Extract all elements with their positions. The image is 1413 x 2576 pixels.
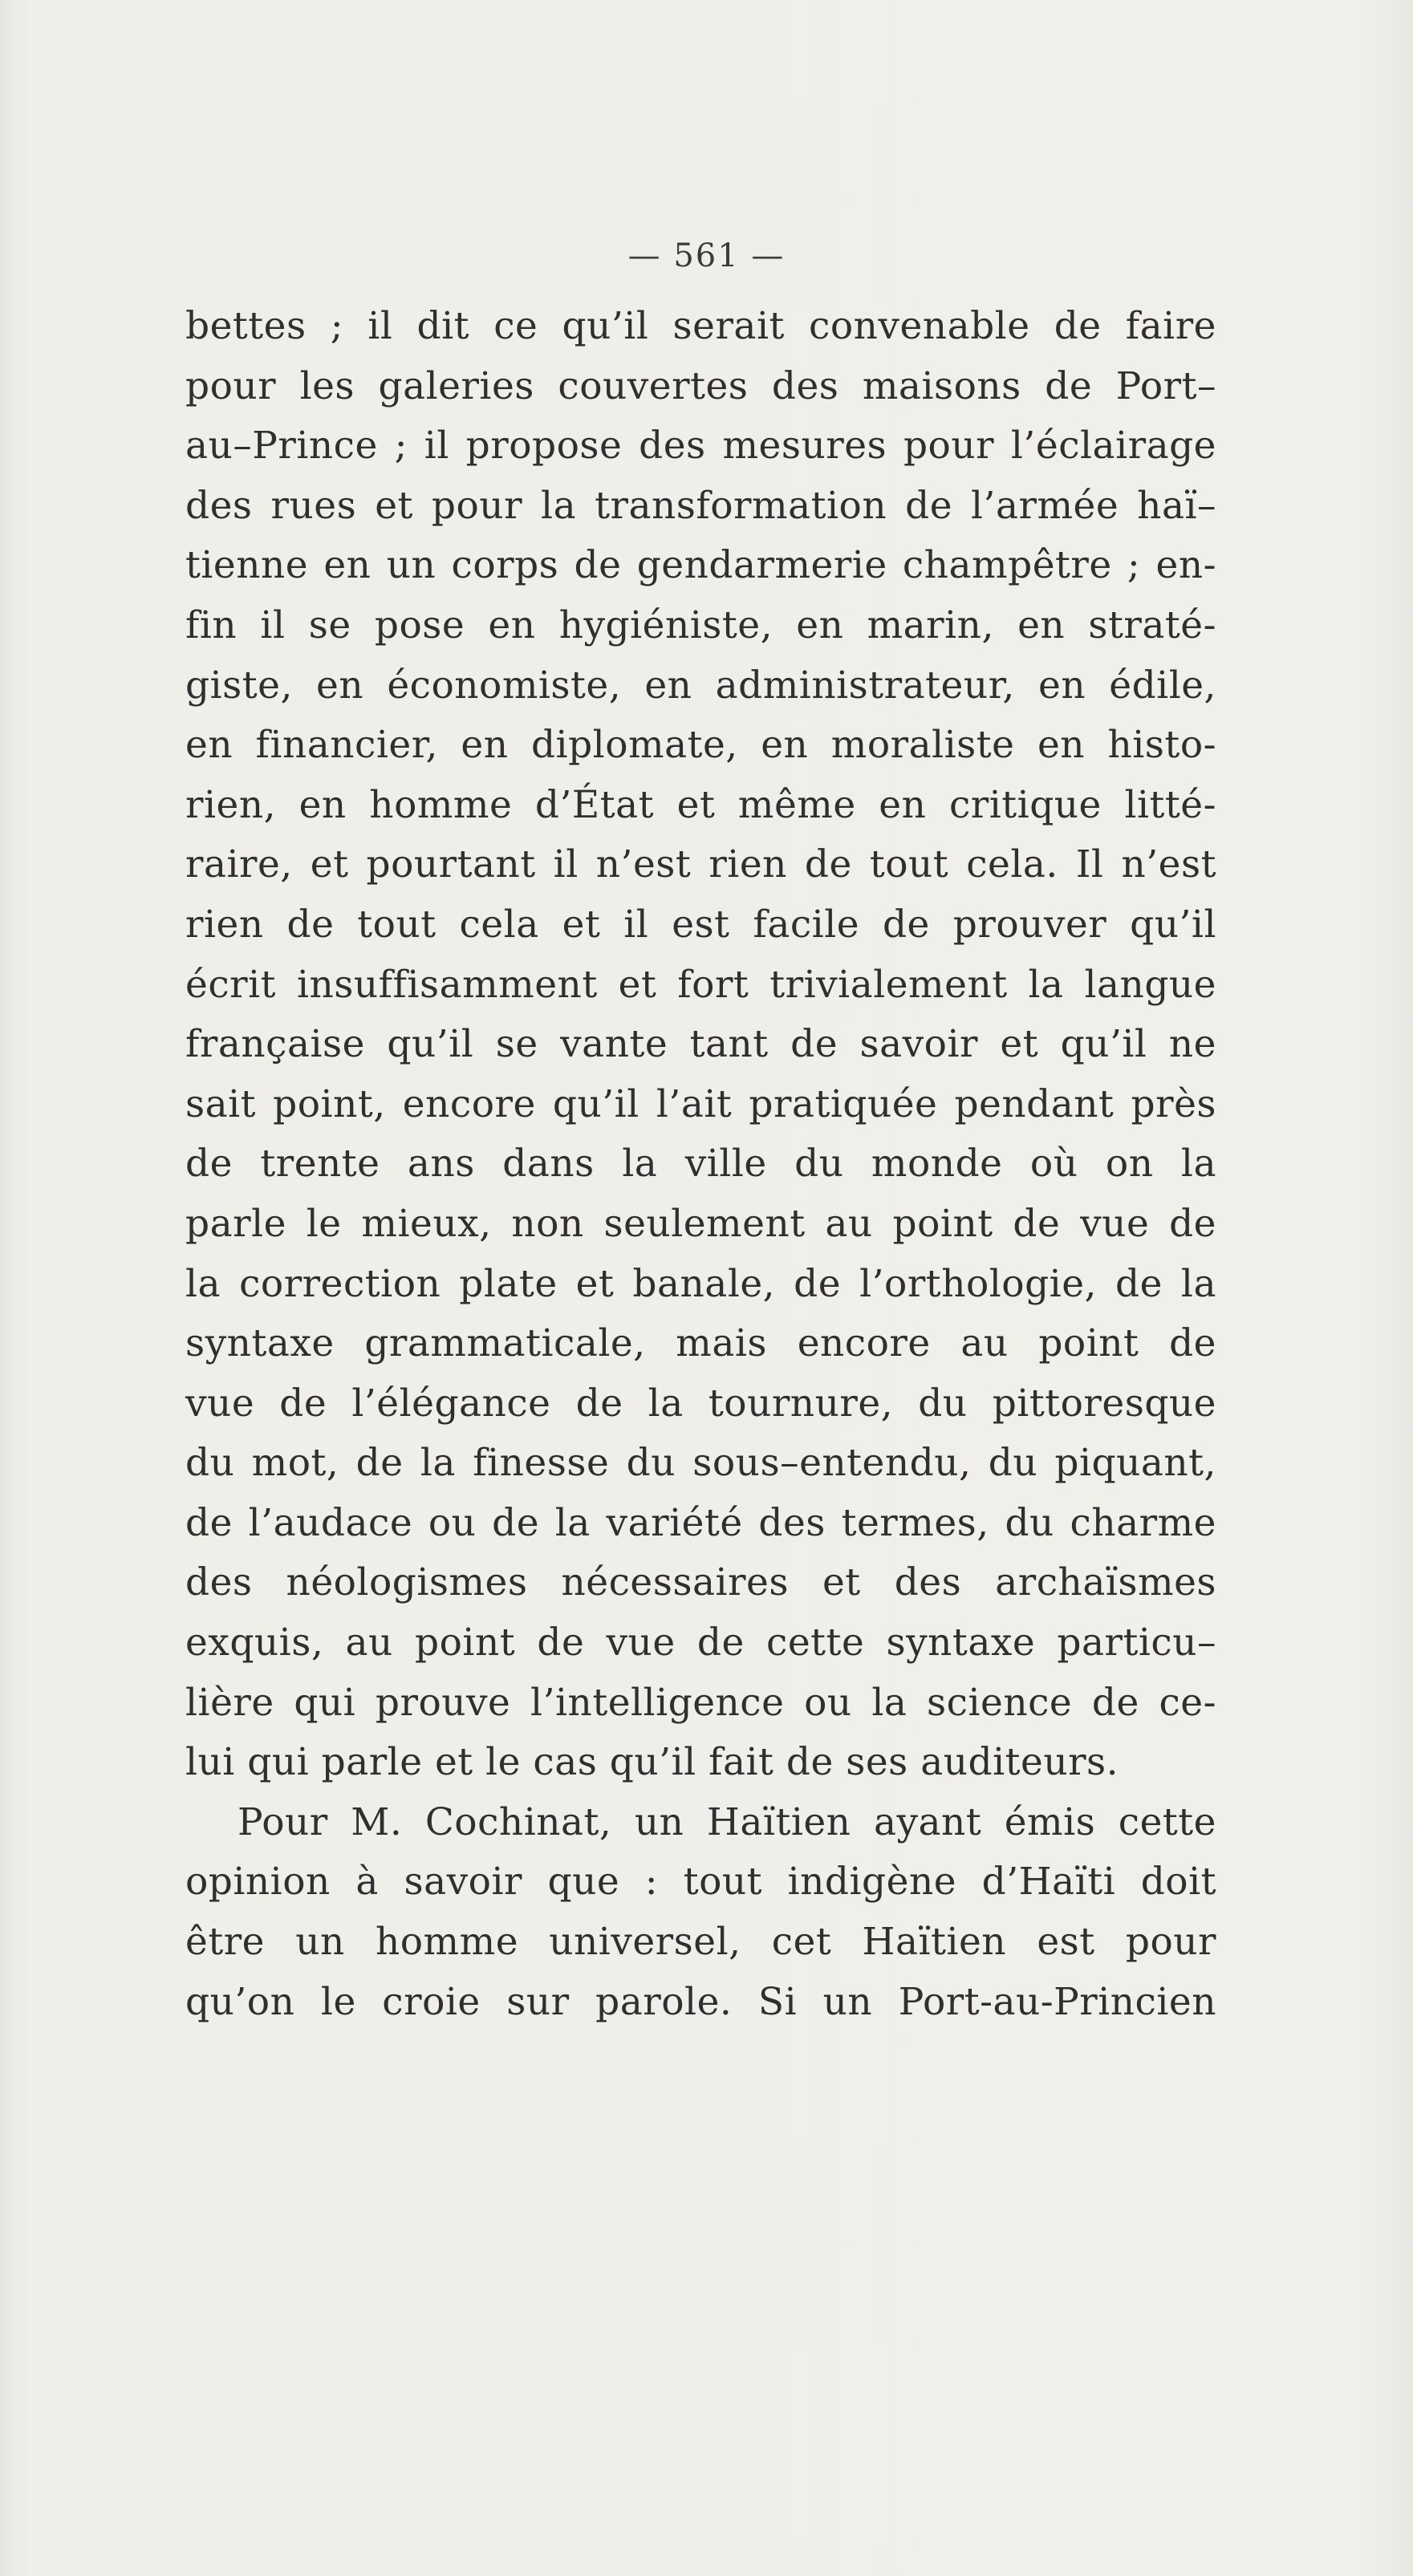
text-line: vue de l’élégance de la tournure, du pittoresque (185, 1381, 1216, 1426)
text-line: écrit insuffisamment et fort trivialement la langue (185, 962, 1216, 1007)
text-line: sait point, encore qu’il l’ait pratiquée pendant près (185, 1081, 1216, 1126)
text-line: des rues et pour la transformation de l’armée haï– (185, 483, 1216, 528)
text-line: opinion à savoir que : tout indigène d’Haïti doit (185, 1860, 1216, 1905)
text-line: rien de tout cela et il est facile de prouver qu’il (185, 902, 1216, 947)
text-line: parle le mieux, non seulement au point de vue de (185, 1201, 1216, 1246)
text-line: qu’on le croie sur parole. Si un Port-au-Princien (185, 1979, 1216, 2024)
text-line: rien, en homme d’État et même en critique litté- (185, 782, 1216, 827)
text-line: de l’audace ou de la variété des termes, du charme (185, 1500, 1216, 1545)
paragraph-end-line: lui qui parle et le cas qu’il fait de ses auditeurs. (185, 1740, 1119, 1785)
text-line: bettes ; il dit ce qu’il serait convenable de faire (185, 304, 1216, 348)
text-line: des néologismes nécessaires et des archaïsmes (185, 1560, 1216, 1605)
text-line: fin il se pose en hygiéniste, en marin, en straté- (185, 602, 1216, 647)
text-line: exquis, au point de vue de cette syntaxe particu– (185, 1621, 1216, 1665)
text-line: française qu’il se vante tant de savoir et qu’il ne (185, 1022, 1216, 1067)
text-line: la correction plate et banale, de l’orthologie, de la (185, 1261, 1216, 1306)
text-line: syntaxe grammaticale, mais encore au point de (185, 1321, 1216, 1366)
page-number: — 561 — (627, 237, 786, 274)
text-line: être un homme universel, cet Haïtien est pour (185, 1920, 1216, 1965)
paragraph-start-line: Pour M. Cochinat, un Haïtien ayant émis cette (238, 1799, 1216, 1844)
text-line: du mot, de la finesse du sous–entendu, du piquant, (185, 1441, 1216, 1486)
text-line: tienne en un corps de gendarmerie champêtre ; en- (185, 543, 1216, 588)
text-line: pour les galeries couvertes des maisons de Port– (185, 363, 1216, 408)
body-text (185, 297, 1216, 2032)
text-line: giste, en économiste, en administrateur, en édile, (185, 663, 1216, 708)
text-line: de trente ans dans la ville du monde où on la (185, 1142, 1216, 1187)
text-line: en financier, en diplomate, en moraliste en histo- (185, 723, 1216, 768)
text-line: raire, et pourtant il n’est rien de tout cela. Il n’est (185, 842, 1216, 887)
text-line: au–Prince ; il propose des mesures pour l’éclairage (185, 424, 1216, 469)
text-line: lière qui prouve l’intelligence ou la science de ce- (185, 1680, 1216, 1725)
